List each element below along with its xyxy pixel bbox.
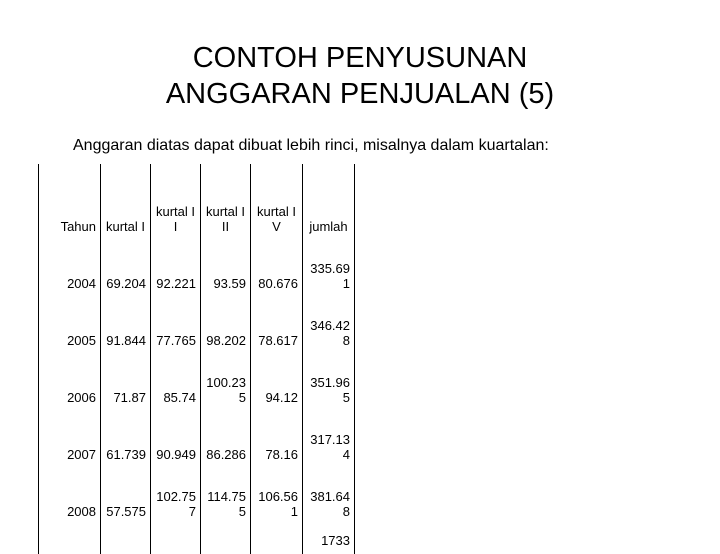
cell-total: 381.648: [303, 468, 355, 525]
table-row: [39, 354, 355, 411]
header-quarter-1: kurtal I: [101, 164, 151, 240]
cell-year: 2006: [39, 354, 101, 411]
cell-q2: 90.949: [151, 411, 201, 468]
cell-q1: 61.739: [101, 411, 151, 468]
header-quarter-2: kurtal II: [151, 164, 201, 240]
cell-year: 2008: [39, 468, 101, 525]
cell-q4: 94.12: [251, 354, 303, 411]
cell-total: 351.965: [303, 354, 355, 411]
slide-subtitle: Anggaran diatas dapat dibuat lebih rinci, misalnya dalam kuartalan:: [73, 137, 549, 154]
cell-total: 335.691: [303, 240, 355, 297]
cell-q4: 78.617: [251, 297, 303, 354]
table-row: [39, 411, 355, 468]
cell-year: 2005: [39, 297, 101, 354]
quarterly-sales-table: [38, 164, 355, 554]
table-header-row: [39, 164, 355, 240]
header-year: Tahun: [39, 164, 101, 240]
cell-q4: 78.16: [251, 411, 303, 468]
header-total: jumlah: [303, 164, 355, 240]
cell-q1: 57.575: [101, 468, 151, 525]
title-line-2: ANGGARAN PENJUALAN (5): [165, 78, 555, 110]
header-quarter-3: kurtal III: [201, 164, 251, 240]
sales-budget-table-container: [38, 164, 355, 554]
table-row: [39, 468, 355, 525]
slide-title: [0, 40, 720, 112]
cell-q1: 91.844: [101, 297, 151, 354]
table-row: [39, 240, 355, 297]
cell-q3: 98.202: [201, 297, 251, 354]
cell-q4: 106.561: [251, 468, 303, 525]
cell-q2: 77.765: [151, 297, 201, 354]
table-row: [39, 297, 355, 354]
cell-q2: 102.757: [151, 468, 201, 525]
cell-q1: 69.204: [101, 240, 151, 297]
cell-q2: 92.221: [151, 240, 201, 297]
cell-q3: 100.235: [201, 354, 251, 411]
cell-year: 2004: [39, 240, 101, 297]
cell-q1: 71.87: [101, 354, 151, 411]
cell-q3: 86.286: [201, 411, 251, 468]
cell-total: 1733: [303, 525, 355, 554]
cell-q3: 93.59: [201, 240, 251, 297]
cell-year: 2007: [39, 411, 101, 468]
cell-total: 346.428: [303, 297, 355, 354]
cell-total: 317.134: [303, 411, 355, 468]
title-line-1: CONTOH PENYUSUNAN: [192, 42, 528, 74]
header-quarter-4: kurtal IV: [251, 164, 303, 240]
cell-q2: 85.74: [151, 354, 201, 411]
cell-q3: 114.755: [201, 468, 251, 525]
cell-q4: 80.676: [251, 240, 303, 297]
